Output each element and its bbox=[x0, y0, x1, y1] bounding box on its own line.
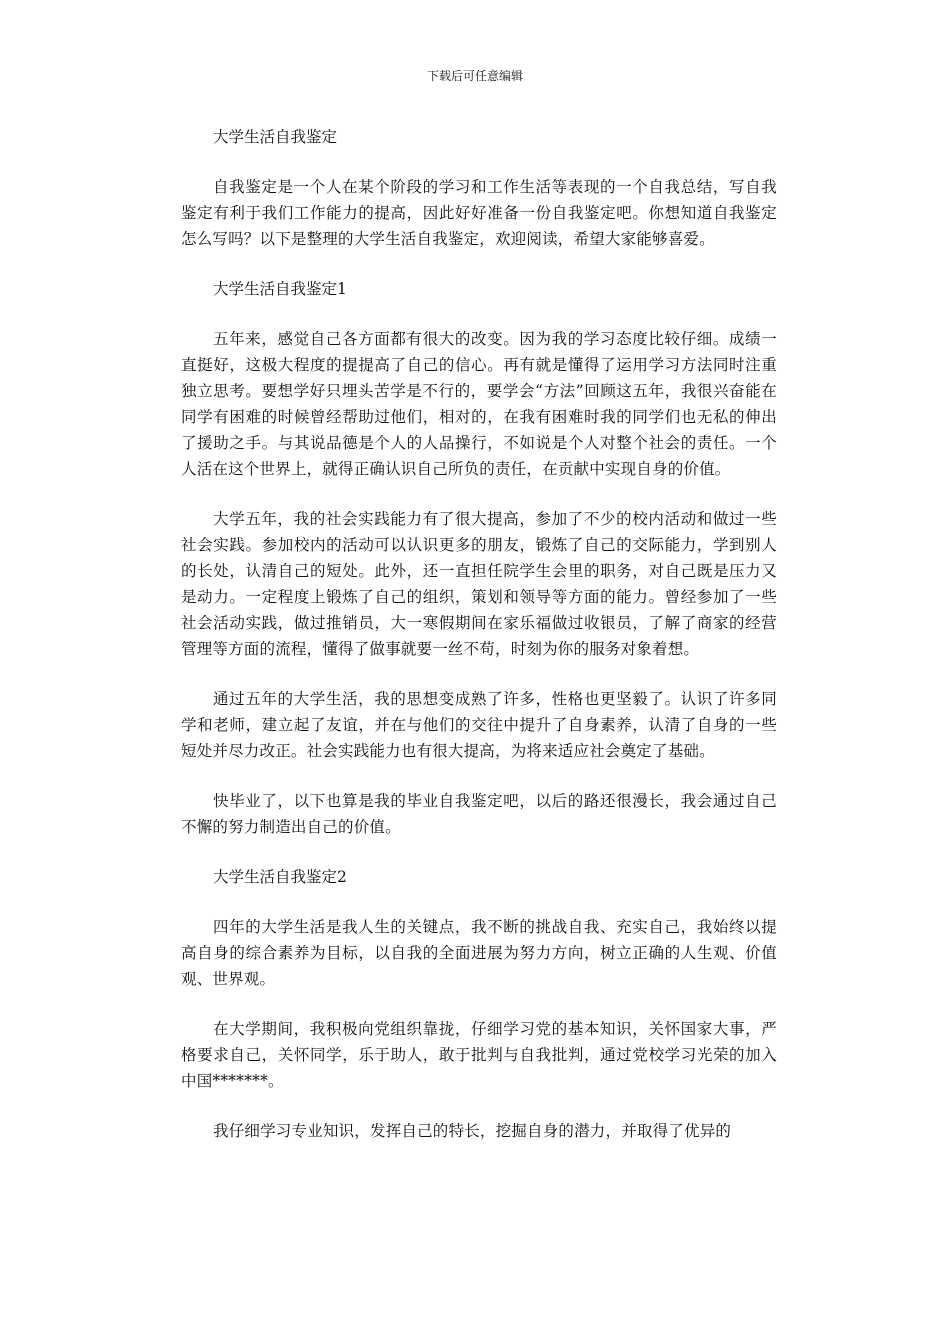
page-header: 下载后可任意编辑 bbox=[426, 69, 523, 83]
section-1-paragraph: 通过五年的大学生活，我的思想变成熟了许多，性格也更坚毅了。认识了许多同学和老师，建立起了友谊，并在与他们的交往中提升了自身素养，认清了自身的一些短处并尽力改正。社会实践能力也有很大提高，为将来适应社会奠定了基础。 bbox=[181, 690, 777, 760]
section-2-paragraph: 在大学期间，我积极向党组织靠拢，仔细学习党的基本知识，关怀国家大事，严格要求自己，关怀同学，乐于助人，敢于批判与自我批判，通过党校学习光荣的加入中国*******。 bbox=[181, 1020, 777, 1090]
section-1-paragraph: 快毕业了，以下也算是我的毕业自我鉴定吧，以后的路还很漫长，我会通过自己不懈的努力制造出自己的价值。 bbox=[181, 792, 777, 836]
section-2-heading: 大学生活自我鉴定2 bbox=[213, 868, 347, 886]
document-body bbox=[181, 124, 777, 1168]
section-1-paragraph: 五年来，感觉自己各方面都有很大的改变。因为我的学习态度比较仔细。成绩一直挺好，这极大程度的提提高了自己的信心。再有就是懂得了运用学习方法同时注重独立思考。要想学好只埋头苦学是不行的，要学会“方法”回顾这五年，我很兴奋能在同学有困难的时候曾经帮助过他们，相对的，在我有困难时我的同学们也无私的伸出了援助之手。与其说品德是个人的人品操行，不如说是个人对整个社会的责任。一个人活在这个世界上，就得正确认识自己所负的责任，在贡献中实现自身的价值。 bbox=[181, 330, 777, 478]
document-title: 大学生活自我鉴定 bbox=[213, 128, 338, 146]
section-1-paragraph: 大学五年，我的社会实践能力有了很大提高，参加了不少的校内活动和做过一些社会实践。参加校内的活动可以认识更多的朋友，锻炼了自己的交际能力，学到别人的长处，认清自己的短处。此外，还一直担任院学生会里的职务，对自己既是压力又是动力。一定程度上锻炼了自己的组织，策划和领导等方面的能力。曾经参加了一些社会活动实践，做过推销员，大一寒假期间在家乐福做过收银员，了解了商家的经营管理等方面的流程，懂得了做事就要一丝不苟，时刻为你的服务对象着想。 bbox=[181, 510, 777, 658]
section-2-paragraph: 我仔细学习专业知识，发挥自己的特长，挖掘自身的潜力，并取得了优异的 bbox=[213, 1122, 732, 1140]
intro-paragraph: 自我鉴定是一个人在某个阶段的学习和工作生活等表现的一个自我总结，写自我鉴定有利于我们工作能力的提高，因此好好准备一份自我鉴定吧。你想知道自我鉴定怎么写吗？以下是整理的大学生活自我鉴定，欢迎阅读，希望大家能够喜爱。 bbox=[181, 178, 777, 248]
section-1-heading: 大学生活自我鉴定1 bbox=[213, 280, 347, 298]
section-2-paragraph: 四年的大学生活是我人生的关键点，我不断的挑战自我、充实自己，我始终以提高自身的综合素养为目标，以自我的全面进展为努力方向，树立正确的人生观、价值观、世界观。 bbox=[181, 918, 777, 988]
